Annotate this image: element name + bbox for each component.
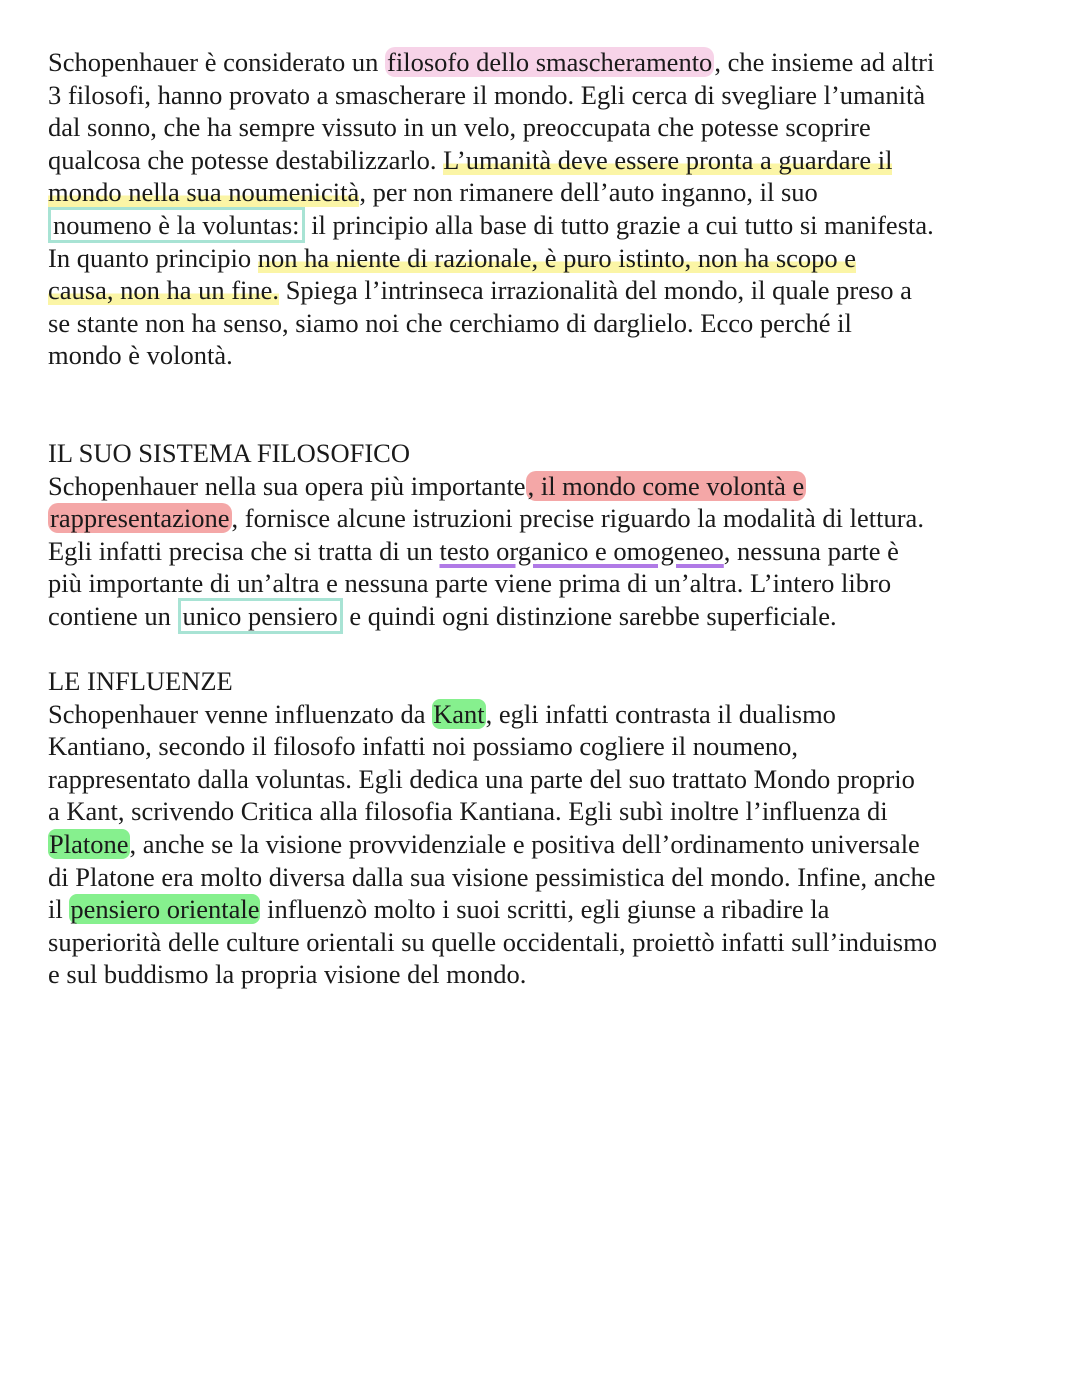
text-line: e sul buddismo la propria visione del mondo. [48,959,527,990]
section-influenze [48,665,1038,991]
text-line: rappresentazione, fornisce alcune istruzioni precise riguardo la modalità di lettura. [50,503,924,534]
highlight-green: Kant [433,698,485,729]
highlight-red: , il mondo come volontà e [527,470,805,501]
text-line: Platone, anche se la visione provvidenziale e positiva dell’ordinamento universale [49,828,920,859]
highlight-yellow: non ha niente di razionale, è puro istinto, non ha scopo e [257,242,857,273]
section-sistema-filosofico [48,437,1038,633]
intro-paragraph [48,46,1038,372]
highlight-red: rappresentazione [50,503,230,534]
text-line: causa, non ha un fine. Spiega l’intrinseca irrazionalità del mondo, il quale preso a [48,275,912,306]
text-line: qualcosa che potesse destabilizzarlo. L’umanità deve essere pronta a guardare il [48,144,893,175]
highlight-pink: filosofo dello smascheramento [387,47,713,77]
highlight-yellow: mondo nella sua noumenicità [48,177,360,208]
boxed-teal: unico pensiero [178,598,343,634]
text-line: a Kant, scrivendo Critica alla filosofia Kantiana. Egli subì inoltre l’influenza di [48,796,888,827]
text-line: il pensiero orientale influenzò molto i suoi scritti, egli giunse a ribadire la [48,894,830,925]
text-line: Schopenhauer nella sua opera più importante, il mondo come volontà e [48,470,805,501]
text-line: di Platone era molto diversa dalla sua visione pessimistica del mondo. Infine, anche [48,861,936,892]
text-line: In quanto principio non ha niente di razionale, è puro istinto, non ha scopo e [48,242,857,273]
section-heading: IL SUO SISTEMA FILOSOFICO [48,438,410,468]
highlight-yellow: causa, non ha un fine. [48,275,280,306]
highlight-yellow: L’umanità deve essere pronta a guardare il [443,144,893,175]
boxed-teal: noumeno è la voluntas: [48,207,305,243]
text-line: mondo è volontà. [48,340,233,371]
section-heading: LE INFLUENZE [48,666,233,696]
text-line: Egli infatti precisa che si tratta di un testo organico e omogeneo, nessuna parte è [48,535,899,566]
text-line: noumeno è la voluntas: il principio alla base di tutto grazie a cui tutto si manifesta. [48,209,1038,242]
text-line: più importante di un’altra e nessuna parte viene prima di un’altra. L’intero libro [48,568,892,599]
text-line: rappresentato dalla voluntas. Egli dedica una parte del suo trattato Mondo proprio [48,763,915,794]
text-line: se stante non ha senso, siamo noi che cerchiamo di darglielo. Ecco perché il [48,307,852,338]
highlight-green: pensiero orientale [70,894,260,925]
highlight-green: Platone [49,828,129,859]
text-line: mondo nella sua noumenicità, per non rimanere dell’auto inganno, il suo [48,177,818,208]
text-line: contiene un unico pensiero e quindi ogni distinzione sarebbe superficiale. [48,600,1038,633]
text-line: superiorità delle culture orientali su quelle occidentali, proiettò infatti sull’induismo [48,926,937,957]
underline-purple: testo organico e omogeneo [439,535,724,566]
text-line: 3 filosofi, hanno provato a smascherare il mondo. Egli cerca di svegliare l’umanità [48,79,926,110]
text-line: Schopenhauer venne influenzato da Kant, egli infatti contrasta il dualismo [48,698,836,729]
text-line: dal sonno, che ha sempre vissuto in un velo, preoccupata che potesse scoprire [48,112,871,143]
text-line: Kantiano, secondo il filosofo infatti noi possiamo cogliere il noumeno, [48,731,798,762]
text-line: Schopenhauer è considerato un filosofo dello smascheramento, che insieme ad altri [48,47,935,77]
